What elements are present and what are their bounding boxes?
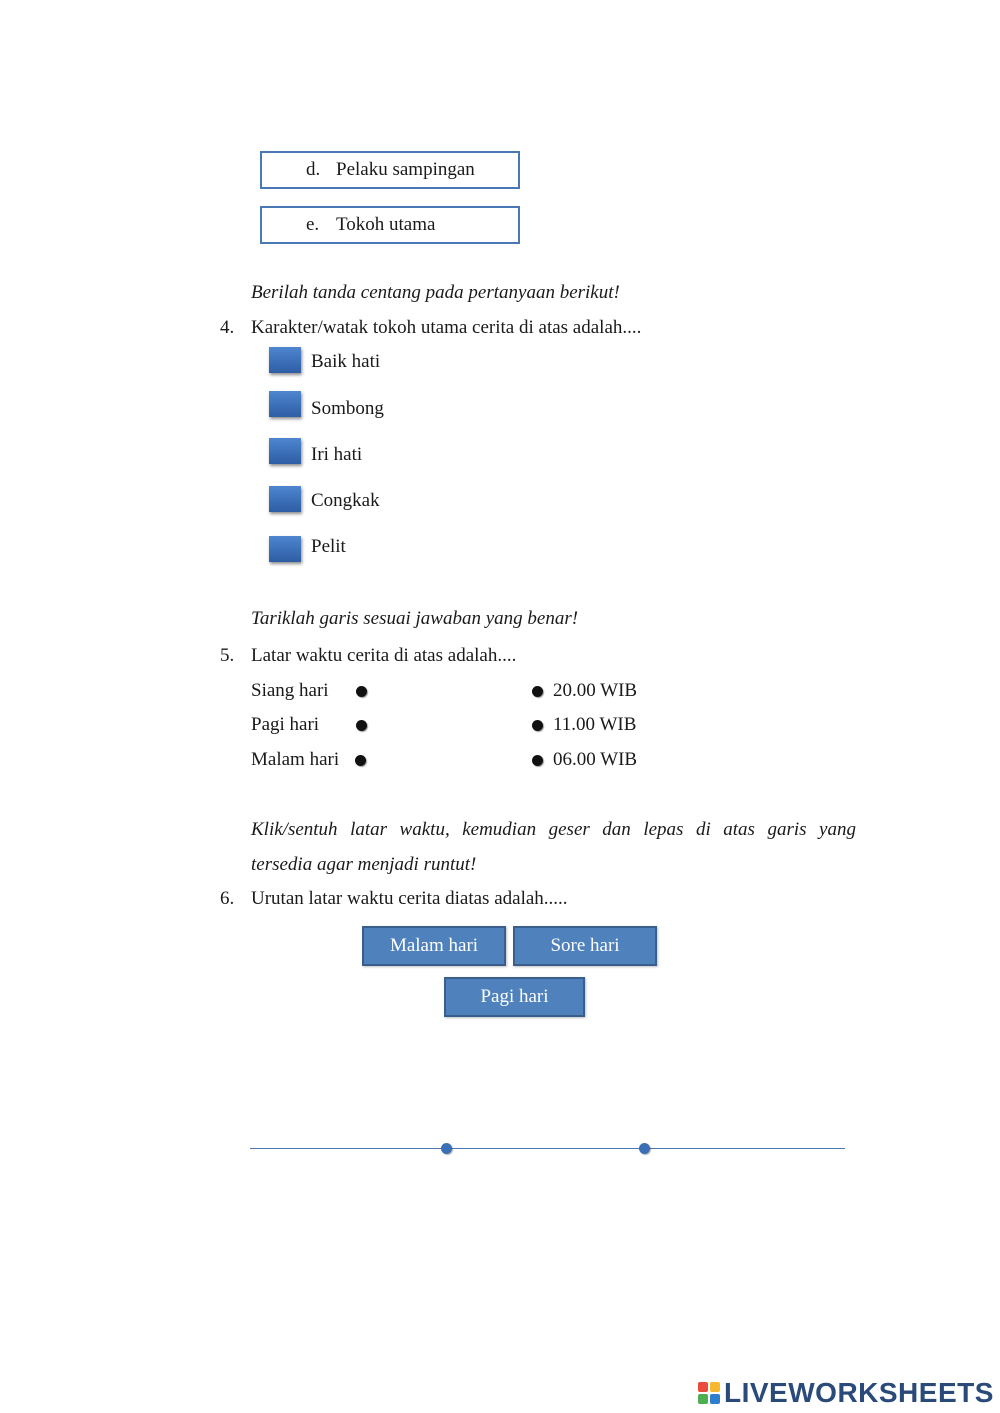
match-left-item: Pagi hari: [251, 714, 320, 735]
q5-instruction: Tariklah garis sesuai jawaban yang benar!: [251, 608, 579, 629]
q5-question: Latar waktu cerita di atas adalah....: [251, 645, 517, 666]
match-right-item: 06.00 WIB: [553, 749, 638, 770]
checkbox-baik-hati[interactable]: [269, 347, 301, 373]
q6-instruction-line1: Klik/sentuh latar waktu, kemudian geser dan lepas di atas garis yang: [251, 819, 856, 840]
choice-label: Iri hati: [311, 444, 363, 465]
match-dot-right-1[interactable]: [532, 686, 543, 697]
option-letter: d.: [306, 159, 321, 180]
match-left-item: Malam hari: [251, 749, 340, 770]
checkbox-congkak[interactable]: [269, 486, 301, 512]
option-letter: e.: [306, 214, 320, 235]
match-dot-left-3[interactable]: [355, 755, 366, 766]
q6-question: Urutan latar waktu cerita diatas adalah.....: [251, 888, 568, 909]
match-left-item: Siang hari: [251, 680, 329, 701]
drag-item-pagi-hari[interactable]: Pagi hari: [444, 977, 585, 1017]
match-dot-left-2[interactable]: [356, 720, 367, 731]
q5-number: 5.: [220, 645, 235, 666]
answer-box-d[interactable]: [260, 151, 520, 189]
checkbox-sombong[interactable]: [269, 391, 301, 417]
logo-text: LIVEWORKSHEETS: [724, 1377, 994, 1408]
drag-item-sore-hari[interactable]: Sore hari: [513, 926, 657, 966]
logo-mark-icon: [698, 1382, 720, 1404]
q4-number: 4.: [220, 317, 235, 338]
match-dot-right-3[interactable]: [532, 755, 543, 766]
match-dot-right-2[interactable]: [532, 720, 543, 731]
match-dot-left-1[interactable]: [356, 686, 367, 697]
q6-number: 6.: [220, 888, 235, 909]
match-right-item: 11.00 WIB: [553, 714, 637, 735]
option-text: Tokoh utama: [336, 214, 436, 235]
checkbox-pelit[interactable]: [269, 536, 301, 562]
timeline-drop-point-1[interactable]: [441, 1143, 452, 1154]
timeline-drop-point-2[interactable]: [639, 1143, 650, 1154]
liveworksheets-logo: [698, 1378, 994, 1408]
checkbox-iri-hati[interactable]: [269, 438, 301, 464]
timeline-line: [250, 1148, 845, 1149]
q4-question: Karakter/watak tokoh utama cerita di atas adalah....: [251, 317, 642, 338]
q4-instruction: Berilah tanda centang pada pertanyaan berikut!: [251, 282, 620, 303]
choice-label: Sombong: [311, 398, 384, 419]
choice-label: Pelit: [311, 536, 346, 557]
choice-label: Baik hati: [311, 351, 381, 372]
drag-item-malam-hari[interactable]: Malam hari: [362, 926, 506, 966]
answer-box-e[interactable]: [260, 206, 520, 244]
match-right-item: 20.00 WIB: [553, 680, 638, 701]
q6-instruction-line2: tersedia agar menjadi runtut!: [251, 854, 477, 875]
option-text: Pelaku sampingan: [336, 159, 475, 180]
choice-label: Congkak: [311, 490, 380, 511]
